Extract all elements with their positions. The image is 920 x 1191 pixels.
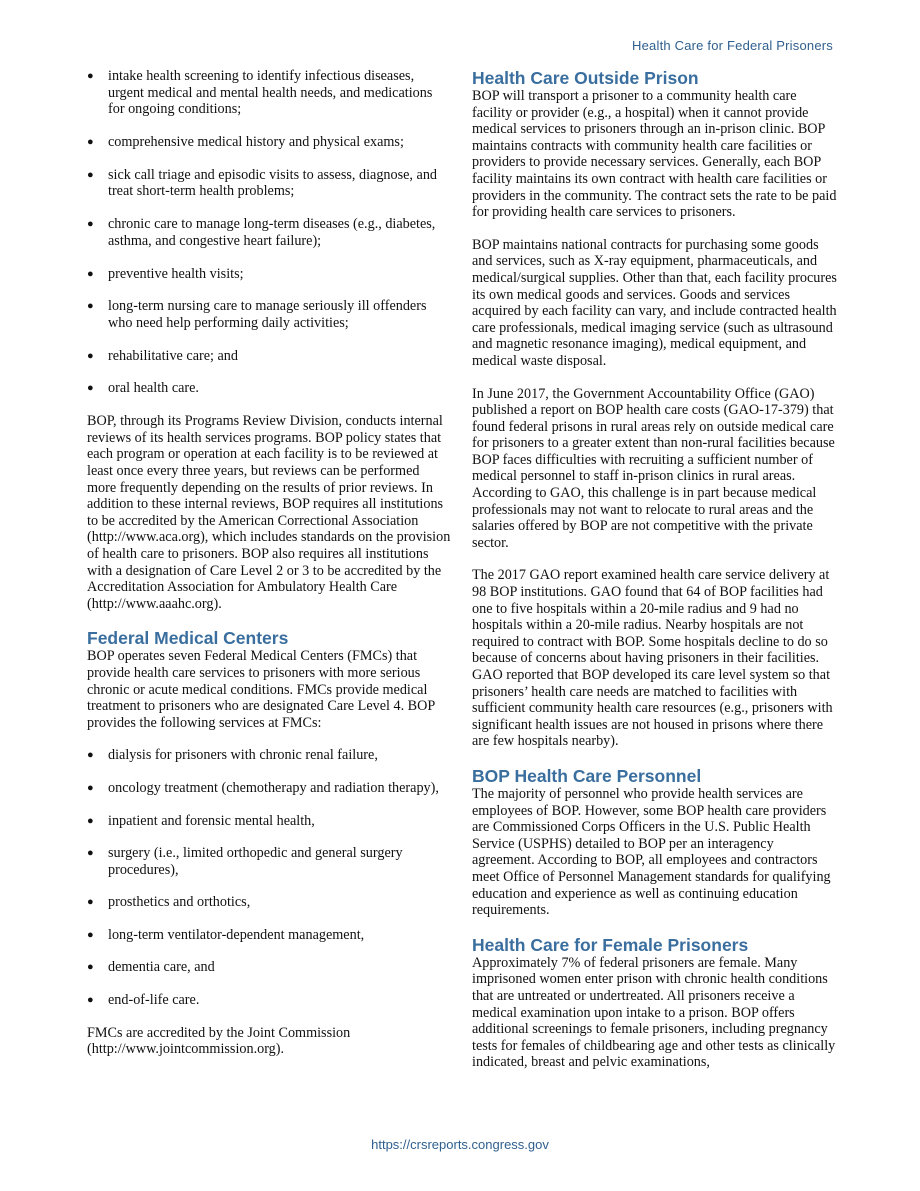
list-item: ● sick call triage and episodic visits to assess, diagnose, and treat short-term health problems; xyxy=(87,166,438,200)
federal-medical-centers-heading: Federal Medical Centers xyxy=(87,628,289,649)
footer-url: https://crsreports.congress.gov xyxy=(371,1137,549,1152)
bullet-icon: ● xyxy=(87,896,94,909)
bullet-icon: ● xyxy=(87,135,94,148)
list-item: ● long-term nursing care to manage seriously ill offenders who need help performing daily activities; xyxy=(87,298,427,331)
bullet-icon: ● xyxy=(87,781,94,794)
bullet-icon: ● xyxy=(87,70,94,82)
running-header-title: Health Care for Federal Prisoners xyxy=(632,38,833,53)
list-item: ● intake health screening to identify infectious diseases, urgent medical and mental health needs, and medications for ongoing conditions; xyxy=(87,68,433,118)
bullet-icon: ● xyxy=(87,218,94,231)
right-column xyxy=(472,68,837,1087)
left-column xyxy=(87,68,452,1074)
list-item: ● oral health care. xyxy=(87,380,199,397)
bullet-icon: ● xyxy=(87,168,94,181)
bullet-icon: ● xyxy=(87,994,94,1007)
health-services-list xyxy=(87,68,452,397)
list-item: ● end-of-life care. xyxy=(87,992,200,1009)
bullet-icon: ● xyxy=(87,749,94,762)
bullet-icon: ● xyxy=(87,928,94,941)
bullet-icon: ● xyxy=(87,814,94,827)
bop-health-care-personnel-heading: BOP Health Care Personnel xyxy=(472,765,702,786)
outside-paragraph-2: BOP maintains national contracts for purchasing some goods and services, such as X-ray equipment, pharmaceuticals, and medical/surgical supplies. Other than that, each facility procures its own medical goods and services. Goods and services acquired by each facility can vary, and include contracted health care professionals, medical imaging service (such as ultrasound and magnetic resonance imaging), medical equipment, and medical waste disposal. xyxy=(472,236,837,369)
bullet-icon: ● xyxy=(87,267,94,280)
list-item: ● preventive health visits; xyxy=(87,265,244,282)
bullet-icon: ● xyxy=(87,961,94,974)
list-item: ● surgery (i.e., limited orthopedic and general surgery procedures), xyxy=(87,845,403,878)
bullet-icon: ● xyxy=(87,382,94,395)
list-item: ● prosthetics and orthotics, xyxy=(87,894,251,911)
outside-paragraph-4: The 2017 GAO report examined health care service delivery at 98 BOP institutions. GAO found that 64 of BOP facilities had one to five hospitals within a 20-mile radius and 9 had no hospitals within a 20-mile radius. Nearby hospitals are not required to contract with BOP. Some hospitals decline to do so because of concerns about having prisoners in their facilities. GAO reported that BOP developed its care level system so that prisoners’ health care needs are matched to facilities with sufficient community health care resources (e.g., prisoners with significant health issues are not housed in prisons where there are few hospitals nearby). xyxy=(472,567,833,750)
female-prisoners-heading: Health Care for Female Prisoners xyxy=(472,934,749,955)
list-item: ● inpatient and forensic mental health, xyxy=(87,812,315,829)
fmc-accreditation-paragraph: FMCs are accredited by the Joint Commission (http://www.jointcommission.org). xyxy=(87,1024,351,1058)
health-care-outside-prison-heading: Health Care Outside Prison xyxy=(472,68,699,88)
list-item: ● rehabilitative care; and xyxy=(87,347,238,364)
list-item: ● oncology treatment (chemotherapy and radiation therapy), xyxy=(87,779,439,796)
female-prisoners-paragraph: Approximately 7% of federal prisoners are female. Many imprisoned women enter prison with chronic health conditions that are untreated or undertreated. All prisoners receive a medical examination upon intake to a prison. BOP offers additional screenings to female prisoners, including pregnancy tests for females of childbearing age and other tests as clinically indicated, breast and pelvic examinations, xyxy=(472,954,836,1071)
list-item: ● dementia care, and xyxy=(87,959,215,976)
outside-paragraph-3: In June 2017, the Government Accountability Office (GAO) published a report on BOP health care costs (GAO-17-379) that found federal prisons in rural areas rely on outside medical care for prisoners to a greater extent than non-rural facilities because BOP faces difficulties with recruiting a sufficient number of medical personnel to staff in-prison clinics in rural areas. According to GAO, this challenge is in part because medical professionals may not want to relocate to rural areas and the salaries offered by BOP are not competitive with the private sector. xyxy=(472,385,835,551)
list-item: ● chronic care to manage long-term diseases (e.g., diabetes, asthma, and congestive heart failure); xyxy=(87,216,436,249)
list-item: ● comprehensive medical history and physical exams; xyxy=(87,133,404,150)
programs-review-paragraph: BOP, through its Programs Review Division, conducts internal reviews of its health services programs. BOP policy states that each program or operation at each facility is to be reviewed at least once every three years, but reviews can be performed more frequently depending on the results of prior reviews. In addition to these internal reviews, BOP requires all institutions to be accredited by the American Correctional Association (http://www.aca.org), which includes standards on the provision of health care to prisoners. BOP also requires all institutions with a designation of Care Level 2 or 3 to be accredited by the Accreditation Association for Ambulatory Health Care (http://www.aaahc.org). xyxy=(87,413,451,612)
list-item: ● dialysis for prisoners with chronic renal failure, xyxy=(87,747,378,764)
outside-paragraph-1: BOP will transport a prisoner to a community health care facility or provider (e.g., a hospital) when it cannot provide medical services to prisoners through an in-prison clinic. BOP maintains contracts with community health care facilities or providers to provide necessary services. Generally, each BOP facility maintains its own contract with health care facilities or providers in the community. The contract sets the rate to be paid for providing health care services to prisoners. xyxy=(472,88,837,221)
list-item: ● long-term ventilator-dependent management, xyxy=(87,926,365,943)
fmc-services-list xyxy=(87,747,452,1008)
bullet-icon: ● xyxy=(87,300,94,313)
fmc-intro-paragraph: BOP operates seven Federal Medical Centers (FMCs) that provide health care services to prisoners with more serious chronic or acute medical conditions. FMCs provide medical treatment to prisoners who are designated Care Level 4. BOP provides the following services at FMCs: xyxy=(87,648,435,731)
personnel-paragraph: The majority of personnel who provide health services are employees of BOP. However, some BOP health care providers are Commissioned Corps Officers in the U.S. Public Health Service (USPHS) detailed to BOP per an interagency agreement. According to BOP, all employees and contractors meet Office of Personnel Management standards for qualifying education and experience as well as continuing education requirements. xyxy=(472,785,831,919)
bullet-icon: ● xyxy=(87,847,94,860)
bullet-icon: ● xyxy=(87,349,94,362)
